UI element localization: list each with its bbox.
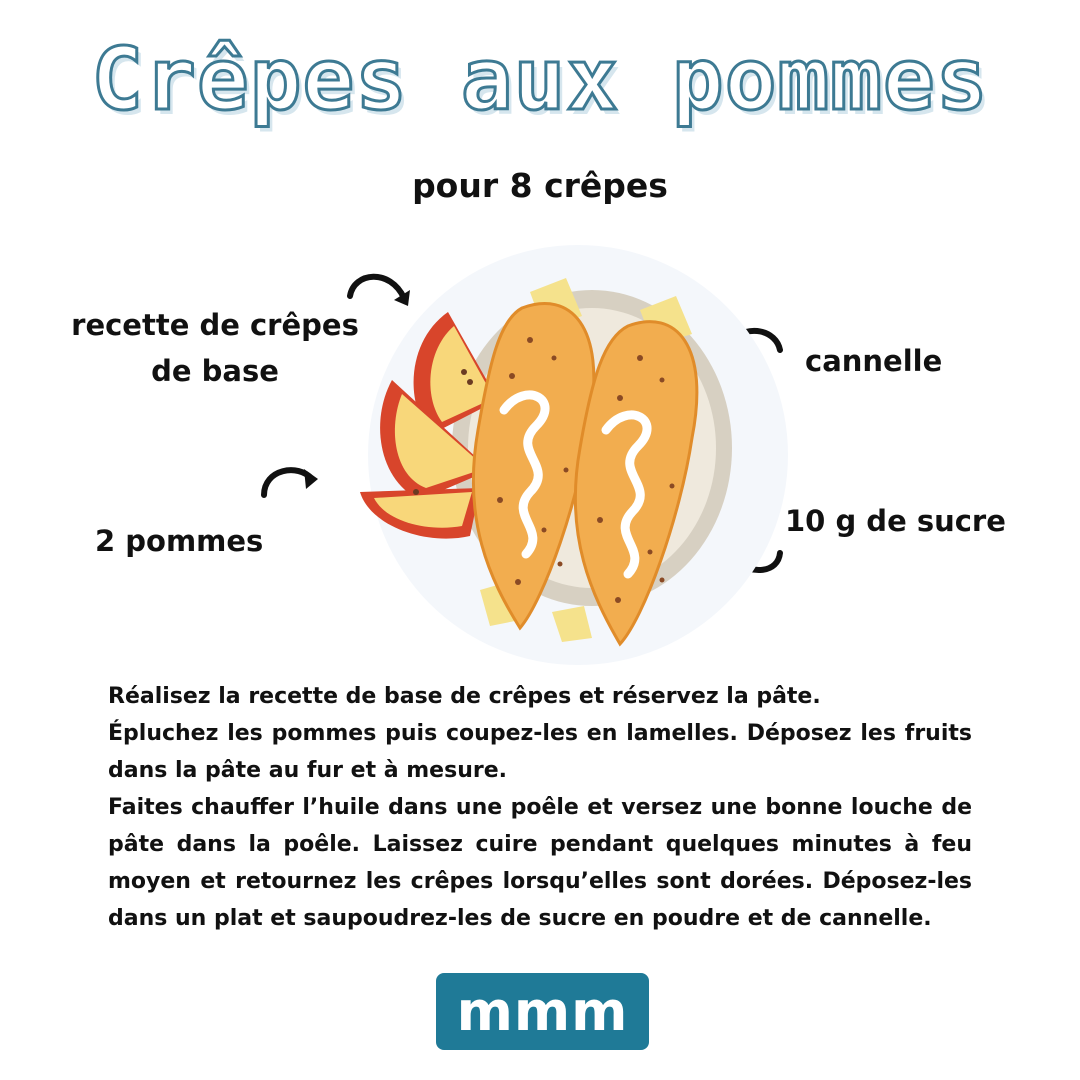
instruction-step-3: Faites chauffer l’huile dans une poêle et versez une bonne louche de pâte dans la poêle. Laissez cuire pendant quelques minutes à feu moyen et retournez les crêpes lorsqu’elles sont dorées. Déposez-les dans un plat et saupoudrez-les de sucre en poudre et de cannelle. — [108, 795, 972, 931]
servings-subtitle: pour 8 crêpes — [412, 166, 668, 205]
recipe-instructions — [108, 678, 972, 937]
ingredient-base-recipe: recette de crêpes de base — [71, 308, 359, 388]
ingredient-apples: 2 pommes — [95, 524, 264, 558]
brand-logo — [436, 973, 649, 1050]
page-title: Crêpes aux pommes — [91, 30, 989, 130]
instruction-step-1: Réalisez la recette de base de crêpes et réservez la pâte. — [108, 684, 821, 709]
instruction-step-2: Épluchez les pommes puis coupez-les en lamelles. Déposez les fruits dans la pâte au fur et à mesure. — [108, 721, 972, 783]
curved-arrow-icon — [254, 455, 329, 505]
ingredient-sugar: 10 g de sucre — [785, 504, 1006, 538]
crepes-illustration — [330, 230, 810, 670]
ingredient-cinnamon: cannelle — [805, 344, 943, 378]
brand-logo-text: mmm — [456, 979, 629, 1043]
